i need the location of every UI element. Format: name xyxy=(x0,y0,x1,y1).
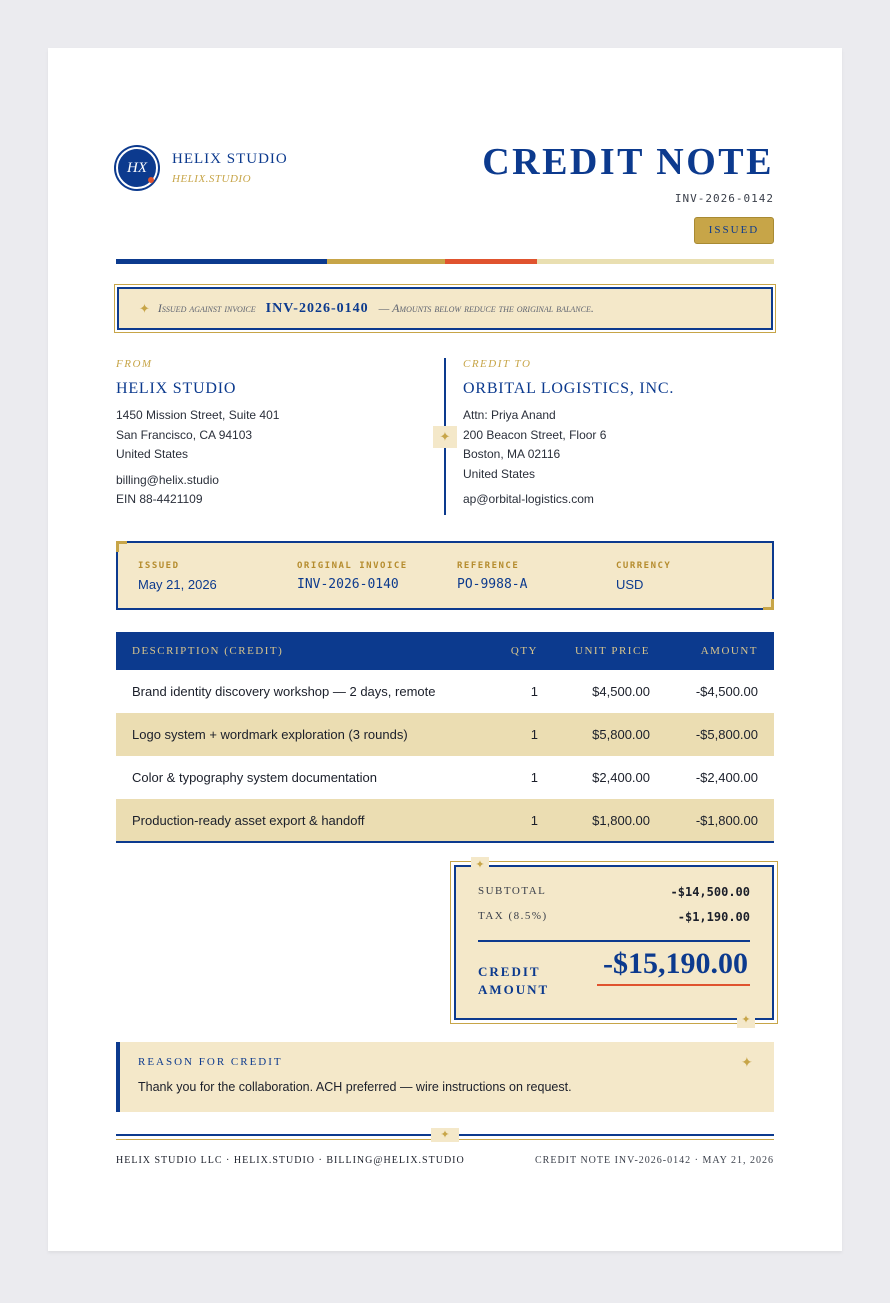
cell-qty: 1 xyxy=(530,813,538,828)
meta-value: USD xyxy=(616,577,644,592)
notice-banner xyxy=(117,287,773,330)
from-ein: EIN 88-4421109 xyxy=(116,492,203,506)
meta-reference xyxy=(457,561,527,592)
cell-amount: -$5,800.00 xyxy=(695,727,758,742)
reason-label: REASON FOR CREDIT xyxy=(138,1056,283,1068)
cell-unit-price: $1,800.00 xyxy=(592,813,650,828)
header-color-bar xyxy=(116,259,774,264)
table-row xyxy=(116,670,774,713)
from-name: HELIX STUDIO xyxy=(116,380,237,397)
tax-label: TAX (8.5%) xyxy=(478,910,548,922)
brand-monogram: HX xyxy=(127,160,147,176)
table-row xyxy=(116,756,774,799)
document-page xyxy=(48,48,842,1251)
table-bottom-rule xyxy=(116,841,774,843)
credit-to-label: CREDIT TO xyxy=(463,358,532,370)
credit-to-address-line: United States xyxy=(463,466,536,481)
meta-issued xyxy=(138,561,217,592)
meta-label: ORIGINAL INVOICE xyxy=(297,561,408,571)
from-section xyxy=(116,358,279,510)
credit-amount-label-line: CREDIT xyxy=(478,964,541,979)
cell-description: Logo system + wordmark exploration (3 rounds) xyxy=(132,727,408,742)
sparkle-icon: ✦ xyxy=(431,1128,459,1142)
credit-amount-label-line: AMOUNT xyxy=(478,982,550,997)
meta-currency xyxy=(616,561,671,592)
from-email[interactable]: billing@helix.studio xyxy=(116,472,219,487)
cell-amount: -$1,800.00 xyxy=(695,813,758,828)
meta-label: REFERENCE xyxy=(457,561,520,571)
subtotal-value: -$14,500.00 xyxy=(670,885,750,899)
document-number: INV-2026-0142 xyxy=(674,192,774,205)
sparkle-icon: ✦ xyxy=(433,426,457,448)
cell-qty: 1 xyxy=(530,684,538,699)
column-header-description: DESCRIPTION (CREDIT) xyxy=(132,645,284,657)
document-title: CREDIT NOTE xyxy=(482,141,774,183)
sparkle-icon: ✦ xyxy=(139,300,150,316)
meta-value: PO-9988-A xyxy=(457,577,528,592)
color-bar-segment-sand xyxy=(537,259,774,264)
meta-value: INV-2026-0140 xyxy=(297,577,399,592)
brand-name: HELIX STUDIO xyxy=(172,151,288,167)
column-header-unit-price: UNIT PRICE xyxy=(575,645,650,657)
credit-to-name: ORBITAL LOGISTICS, INC. xyxy=(463,380,675,397)
from-label: FROM xyxy=(116,358,153,370)
subtotal-label: SUBTOTAL xyxy=(478,885,547,897)
color-bar-segment-red xyxy=(445,259,537,264)
status-badge: ISSUED xyxy=(694,217,774,244)
column-header-amount: AMOUNT xyxy=(700,645,758,657)
cell-amount: -$2,400.00 xyxy=(695,770,758,785)
notice-invoice-number: INV-2026-0140 xyxy=(265,300,369,316)
from-address-line: 1450 Mission Street, Suite 401 xyxy=(116,408,280,422)
corner-ornament xyxy=(116,541,127,552)
footer-company: HELIX STUDIO LLC · HELIX.STUDIO · BILLING@HELIX.STUDIO xyxy=(116,1155,465,1166)
meta-original-invoice xyxy=(297,561,408,592)
cell-description: Color & typography system documentation xyxy=(132,770,377,785)
meta-label: ISSUED xyxy=(138,561,180,571)
cell-unit-price: $5,800.00 xyxy=(592,727,650,742)
credit-to-email[interactable]: ap@orbital-logistics.com xyxy=(463,492,594,506)
cell-qty: 1 xyxy=(530,770,538,785)
tax-value: -$1,190.00 xyxy=(677,910,750,924)
table-row xyxy=(116,799,774,842)
corner-ornament xyxy=(763,599,774,610)
credit-amount-label xyxy=(478,963,549,999)
cell-description: Brand identity discovery workshop — 2 days, remote xyxy=(132,684,436,699)
credit-amount-underline xyxy=(597,984,750,986)
cell-amount: -$4,500.00 xyxy=(695,684,758,699)
table-header xyxy=(116,632,774,670)
notice-prefix: Issued against invoice xyxy=(157,301,256,315)
column-header-qty: QTY xyxy=(510,645,538,657)
sparkle-icon: ✦ xyxy=(741,1054,753,1070)
sparkle-icon: ✦ xyxy=(737,1012,755,1028)
logo-dot-icon xyxy=(148,177,154,183)
cell-unit-price: $2,400.00 xyxy=(592,770,650,785)
cell-qty: 1 xyxy=(530,727,538,742)
totals-rule xyxy=(478,940,750,942)
credit-to-address-line: 200 Beacon Street, Floor 6 xyxy=(463,427,607,442)
credit-to-address-line: Attn: Priya Anand xyxy=(463,408,556,422)
credit-amount-value: -$15,190.00 xyxy=(603,947,748,980)
brand-site: HELIX.STUDIO xyxy=(172,173,252,185)
credit-to-address-line: Boston, MA 02116 xyxy=(463,447,561,461)
cell-description: Production-ready asset export & handoff xyxy=(132,813,365,828)
reason-text: Thank you for the collaboration. ACH preferred — wire instructions on request. xyxy=(138,1080,572,1094)
footer-document-ref: CREDIT NOTE INV-2026-0142 · MAY 21, 2026 xyxy=(535,1155,774,1166)
brand-logo xyxy=(116,147,158,189)
cell-unit-price: $4,500.00 xyxy=(592,684,650,699)
from-address-line: United States xyxy=(116,447,189,461)
color-bar-segment-blue xyxy=(116,259,327,264)
color-bar-segment-gold xyxy=(327,259,445,264)
notice-suffix: — Amounts below reduce the original balance. xyxy=(378,301,594,315)
meta-label: CURRENCY xyxy=(616,561,672,571)
sparkle-icon: ✦ xyxy=(471,857,489,873)
table-row xyxy=(116,713,774,756)
reason-box xyxy=(116,1042,774,1112)
credit-to-section xyxy=(463,358,674,510)
meta-value: May 21, 2026 xyxy=(138,577,217,592)
from-address-line: San Francisco, CA 94103 xyxy=(116,427,253,442)
